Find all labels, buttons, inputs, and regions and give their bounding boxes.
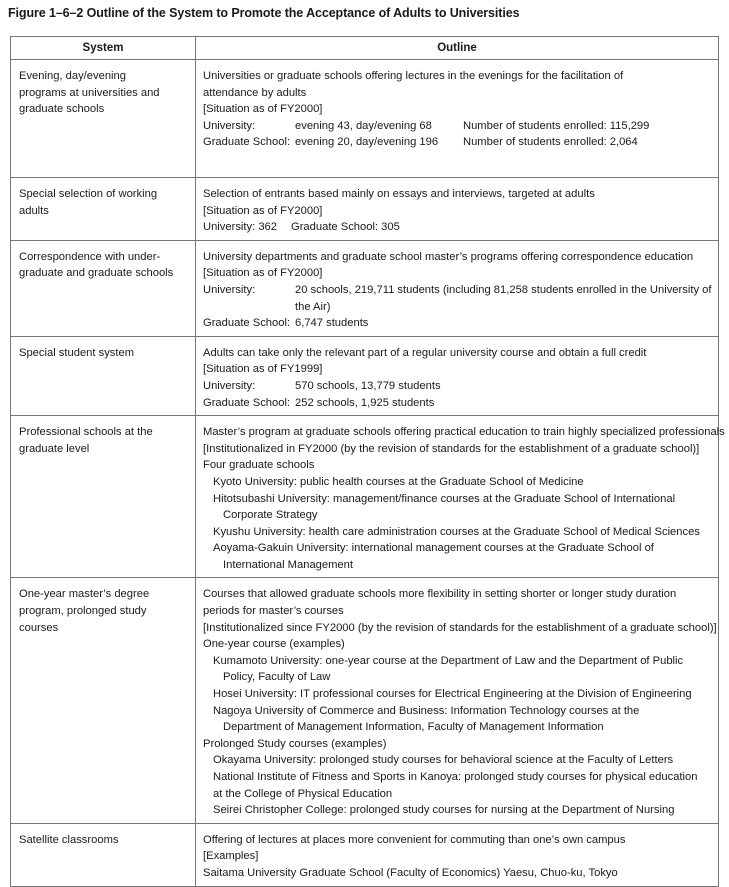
system-name-line: graduate level bbox=[19, 442, 90, 455]
situation-note: [Institutionalized in FY2000 (by the revision of standards for the establishment of a graduate school)] bbox=[203, 442, 700, 455]
detail-line bbox=[203, 282, 714, 315]
detail-line bbox=[203, 315, 714, 332]
system-cell bbox=[11, 336, 196, 415]
outline-text: periods for master’s courses bbox=[203, 605, 344, 618]
example-item-continued: Corporate Strategy bbox=[223, 509, 318, 522]
outline-cell bbox=[196, 178, 719, 241]
example-item: Aoyama-Gakuin University: international management courses at the Graduate School of bbox=[213, 542, 654, 555]
header-system: System bbox=[11, 37, 196, 60]
detail-value: 570 schools, 13,779 students bbox=[295, 379, 441, 392]
detail-label: Graduate School: bbox=[203, 136, 291, 149]
detail-line bbox=[203, 134, 714, 151]
example-item: Hitotsubashi University: management/finance courses at the Graduate School of International bbox=[213, 492, 676, 505]
detail-extra: Number of students enrolled: 2,064 bbox=[463, 136, 638, 149]
detail-value: 6,747 students bbox=[295, 317, 369, 330]
detail-label: University: bbox=[203, 119, 256, 132]
detail-value: Graduate School: 305 bbox=[291, 221, 400, 234]
system-name-line: Special student system bbox=[19, 346, 135, 359]
header-outline: Outline bbox=[196, 37, 719, 60]
detail-extra: Number of students enrolled: 115,299 bbox=[463, 119, 650, 132]
system-name-line: Special selection of working bbox=[19, 188, 158, 200]
system-name-line: Correspondence with under- bbox=[19, 250, 161, 263]
detail-value: evening 20, day/evening 196 bbox=[295, 136, 439, 149]
system-cell bbox=[11, 416, 196, 578]
system-name-line: One-year master’s degree bbox=[19, 588, 150, 601]
table-row bbox=[11, 60, 719, 178]
system-name-line: program, prolonged study bbox=[19, 605, 147, 618]
group-heading: Prolonged Study courses (examples) bbox=[203, 737, 387, 750]
outline-text: Offering of lectures at places more convenient for commuting than one’s own campus bbox=[203, 833, 626, 846]
outline-cell bbox=[196, 60, 719, 178]
system-cell bbox=[11, 578, 196, 823]
detail-label: University: bbox=[203, 379, 256, 392]
example-item: Seirei Christopher College: prolonged study courses for nursing at the Department of Nursing bbox=[213, 804, 675, 817]
example-item-continued: at the College of Physical Education bbox=[213, 787, 393, 800]
detail-value: 20 schools, 219,711 students (including 81,258 students enrolled in the University of the Air) bbox=[295, 283, 712, 313]
outline-cell bbox=[196, 240, 719, 336]
table-row bbox=[11, 240, 719, 336]
example-item: National Institute of Fitness and Sports in Kanoya: prolonged study courses for physical education bbox=[213, 771, 698, 783]
detail-line bbox=[203, 378, 714, 395]
group-heading: One-year course (examples) bbox=[203, 638, 345, 651]
outline-text: Selection of entrants based mainly on essays and interviews, targeted at adults bbox=[203, 188, 595, 200]
system-name-line: Evening, day/evening bbox=[19, 70, 126, 82]
system-cell bbox=[11, 178, 196, 241]
situation-note: [Situation as of FY2000] bbox=[203, 103, 323, 116]
system-cell bbox=[11, 60, 196, 178]
detail-line bbox=[203, 118, 714, 135]
system-name-line: graduate and graduate schools bbox=[19, 267, 174, 280]
outline-cell bbox=[196, 578, 719, 823]
table-row bbox=[11, 336, 719, 415]
sub-heading: Four graduate schools bbox=[203, 459, 315, 472]
outline-text: University departments and graduate school master’s programs offering correspondence education bbox=[203, 250, 694, 263]
outline-text: Universities or graduate schools offering lectures in the evenings for the facilitation of bbox=[203, 70, 624, 82]
outline-cell bbox=[196, 336, 719, 415]
detail-line bbox=[203, 395, 714, 412]
outline-text: Courses that allowed graduate schools more flexibility in setting shorter or longer study duration bbox=[203, 588, 677, 601]
system-name-line: programs at universities and bbox=[19, 86, 160, 99]
outline-cell bbox=[196, 416, 725, 578]
system-name-line: Satellite classrooms bbox=[19, 833, 119, 846]
detail-label: University: bbox=[203, 283, 256, 296]
detail-line bbox=[203, 219, 714, 236]
header-row bbox=[11, 37, 719, 60]
example-item-continued: International Management bbox=[223, 558, 353, 571]
system-cell bbox=[11, 240, 196, 336]
situation-note: [Situation as of FY1999] bbox=[203, 363, 323, 376]
table-row bbox=[11, 416, 719, 578]
example-item: Kumamoto University: one-year course at the Department of Law and the Department of Public bbox=[213, 654, 684, 667]
detail-label: Graduate School: bbox=[203, 396, 291, 409]
system-name-line: Professional schools at the bbox=[19, 426, 153, 439]
table-row bbox=[11, 578, 719, 823]
outline-text: attendance by adults bbox=[203, 86, 307, 99]
detail-label: Graduate School: bbox=[203, 317, 291, 330]
figure-title: Figure 1–6–2 Outline of the System to Promote the Acceptance of Adults to Universities bbox=[8, 6, 520, 20]
situation-note: [Situation as of FY2000] bbox=[203, 267, 323, 280]
system-name-line: adults bbox=[19, 204, 49, 217]
situation-note: [Institutionalized since FY2000 (by the revision of standards for the establishment of a graduate school)] bbox=[203, 621, 717, 634]
example-item: Kyoto University: public health courses at the Graduate School of Medicine bbox=[213, 475, 584, 488]
table-row bbox=[11, 178, 719, 241]
detail-value: evening 43, day/evening 68 bbox=[295, 119, 432, 132]
example-item: Kyushu University: health care administration courses at the Graduate School of Medical Sciences bbox=[213, 525, 700, 538]
detail-value: University: 362 bbox=[203, 221, 277, 234]
outline-table bbox=[10, 36, 725, 887]
detail-value: 252 schools, 1,925 students bbox=[295, 396, 435, 409]
system-name-line: graduate schools bbox=[19, 103, 105, 116]
example-item: Saitama University Graduate School (Faculty of Economics) Yaesu, Chuo-ku, Tokyo bbox=[203, 866, 618, 879]
outline-text: Master’s program at graduate schools offering practical education to train highly specialized professionals bbox=[203, 426, 725, 439]
example-item-continued: Department of Management Information, Faculty of Management Information bbox=[223, 721, 604, 734]
example-item-continued: Policy, Faculty of Law bbox=[223, 671, 331, 684]
system-name-line: courses bbox=[19, 621, 59, 634]
example-item: Nagoya University of Commerce and Business: Information Technology courses at the bbox=[213, 704, 640, 717]
example-item: Hosei University: IT professional courses for Electrical Engineering at the Division of Engineering bbox=[213, 688, 692, 701]
situation-note: [Situation as of FY2000] bbox=[203, 204, 323, 217]
situation-note: [Examples] bbox=[203, 850, 259, 863]
outline-text: Adults can take only the relevant part of a regular university course and obtain a full credit bbox=[203, 346, 647, 359]
example-item: Okayama University: prolonged study courses for behavioral science at the Faculty of Letters bbox=[213, 754, 674, 767]
